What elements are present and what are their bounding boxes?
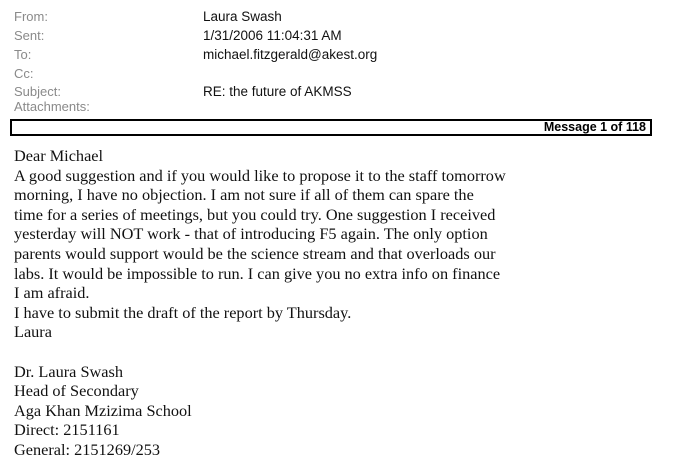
sent-label: Sent: — [14, 28, 45, 43]
greeting: Dear Michael — [14, 146, 104, 165]
signoff: Laura — [14, 322, 52, 342]
body-line: yesterday will NOT work - that of introducing F5 again. The only option — [14, 224, 488, 244]
spacer — [14, 342, 674, 362]
from-value: Laura Swash — [203, 9, 282, 24]
body-line: labs. It would be impossible to run. I can give you no extra info on finance — [14, 263, 501, 283]
subject-value: RE: the future of AKMSS — [203, 84, 352, 99]
signature-general-phone: General: 2151269/253 — [14, 439, 161, 459]
signature-school: Aga Khan Mzizima School — [14, 400, 192, 420]
signature-name: Dr. Laura Swash — [14, 361, 123, 381]
closing-line: I have to submit the draft of the report by Thursday. — [14, 302, 352, 322]
body-line: morning, I have no objection. I am not sure if all of them can spare the — [14, 185, 474, 205]
subject-label: Subject: — [14, 84, 61, 99]
signature-direct-phone: Direct: 2151161 — [14, 420, 120, 440]
body-line: time for a series of meetings, but you could try. One suggestion I received — [14, 204, 496, 224]
sent-value: 1/31/2006 11:04:31 AM — [203, 28, 342, 43]
message-counter-bar — [10, 119, 652, 136]
message-body — [14, 146, 674, 460]
body-line: A good suggestion and if you would like to propose it to the staff tomorrow — [14, 165, 506, 185]
cc-label: Cc: — [14, 66, 34, 81]
body-line: I am afraid. — [14, 283, 90, 303]
to-value: michael.fitzgerald@akest.org — [203, 47, 378, 62]
signature-title: Head of Secondary — [14, 381, 139, 401]
email-header — [0, 0, 688, 116]
body-line: parents would support would be the science stream and that overloads our — [14, 243, 496, 263]
attachments-label: Attachments: — [14, 99, 90, 114]
from-label: From: — [14, 9, 48, 24]
to-label: To: — [14, 47, 32, 62]
message-counter: Message 1 of 118 — [543, 120, 646, 134]
